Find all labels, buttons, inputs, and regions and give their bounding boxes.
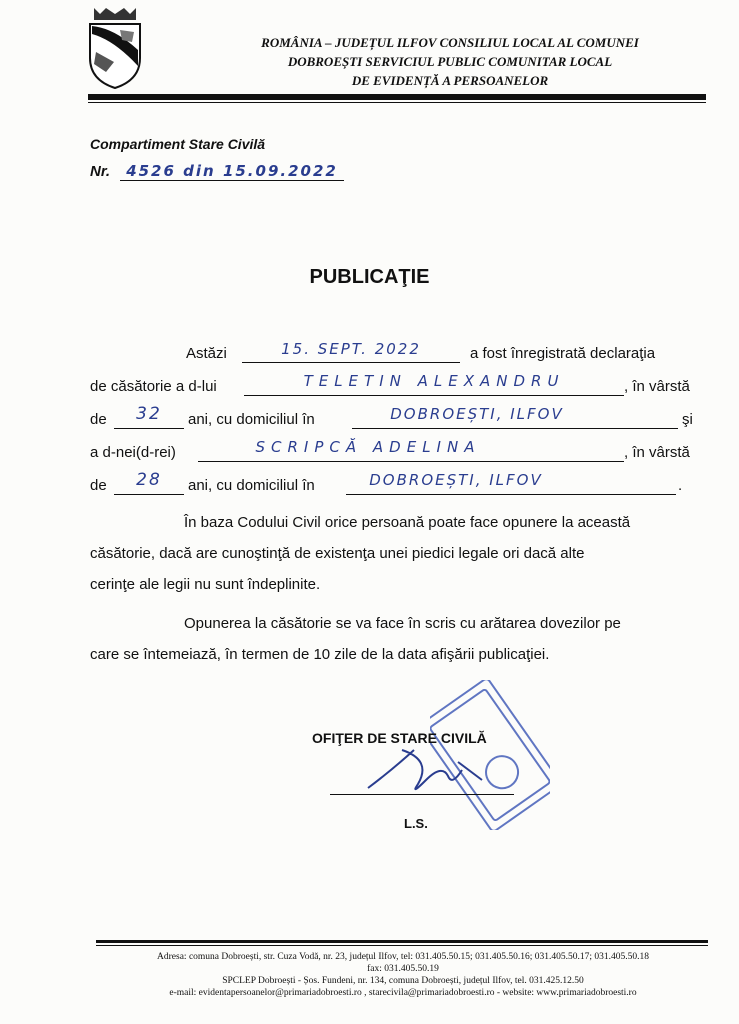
ani-domiciliul-label: ani, cu domiciliul în xyxy=(188,411,315,428)
paragraph3-line2: care se întemeiază, în termen de 10 zile de la data afişării publicaţiei. xyxy=(90,646,550,663)
footer-fax: fax: 031.405.50.19 xyxy=(367,964,439,974)
header-line-3: DE EVIDENȚĂ A PERSOANELOR xyxy=(351,73,549,88)
groom-name: TELETIN ALEXANDRU xyxy=(303,372,565,390)
after-date-text: a fost înregistrată declaraţia xyxy=(470,345,656,362)
groom-address: DOBROEȘTI, ILFOV xyxy=(390,405,564,423)
footer-rule-thick xyxy=(96,940,708,943)
ani-domiciliul2-label: ani, cu domiciliul în xyxy=(188,477,315,494)
document-title: PUBLICAŢIE xyxy=(309,266,430,288)
paragraph2-line2: căsătorie, dacă are cunoştinţă de existenţa unei piedici legale ori dacă alte xyxy=(90,545,585,562)
footer-spclep: SPCLEP Dobroești - Șos. Fundeni, nr. 134, comuna Dobroești, județul Ilfov, tel. 031.425.12.50 xyxy=(222,976,584,986)
de2-label: de xyxy=(90,477,107,494)
bride-prefix: a d-nei(d-rei) xyxy=(90,444,176,461)
de-label: de xyxy=(90,411,107,428)
nr-label: Nr. xyxy=(90,163,111,180)
footer-address: Adresa: comuna Dobroești, str. Cuza Vodă, nr. 23, județul Ilfov, tel: 031.405.50.15; 031.405.50.16; 031.405.50.17; 031.405.50.18 xyxy=(157,952,649,962)
compartment-label: Compartiment Stare Civilă xyxy=(90,136,266,152)
period-mark: . xyxy=(678,477,683,494)
registration-number xyxy=(90,162,344,181)
footer-rule-thin xyxy=(96,945,708,946)
bride-age-suffix: , în vârstă xyxy=(624,444,690,461)
date-handwritten: 15. SEPT. 2022 xyxy=(281,340,421,358)
ls-label: L.S. xyxy=(404,816,428,831)
bride-name: SCRIPCĂ ADELINA xyxy=(255,438,481,456)
header-rule-thin xyxy=(88,102,706,103)
nr-handwritten: 4526 din 15.09.2022 xyxy=(120,162,344,181)
header-line-2: DOBROEȘTI SERVICIUL PUBLIC COMUNITAR LOCAL xyxy=(287,54,613,69)
bride-age: 28 xyxy=(136,470,162,490)
header-line-1: ROMÂNIA – JUDEȚUL ILFOV CONSILIUL LOCAL AL COMUNEI xyxy=(261,35,639,50)
astazi-label: Astăzi xyxy=(186,345,227,362)
si-label: şi xyxy=(682,411,693,428)
footer-contact: e-mail: evidentapersoanelor@primariadobroesti.ro , starecivila@primariadobroesti.ro - website: www.primariadobroesti.ro xyxy=(169,988,637,998)
header-rule-thick xyxy=(88,94,706,100)
crest-logo xyxy=(84,6,146,90)
groom-age: 32 xyxy=(136,404,162,424)
officer-title: OFIŢER DE STARE CIVILĂ xyxy=(312,730,487,746)
signature-mark xyxy=(362,740,502,800)
groom-age-suffix: , în vârstă xyxy=(624,378,690,395)
bride-address: DOBROEȘTI, ILFOV xyxy=(369,471,543,489)
paragraph2-line1: În baza Codului Civil orice persoană poate face opunere la această xyxy=(184,514,631,531)
paragraph2-line3: cerinţe ale legii nu sunt îndeplinite. xyxy=(90,576,321,593)
paragraph3-line1: Opunerea la căsătorie se va face în scris cu arătarea dovezilor pe xyxy=(184,615,621,632)
declaration-prefix: de căsătorie a d-lui xyxy=(90,378,217,395)
